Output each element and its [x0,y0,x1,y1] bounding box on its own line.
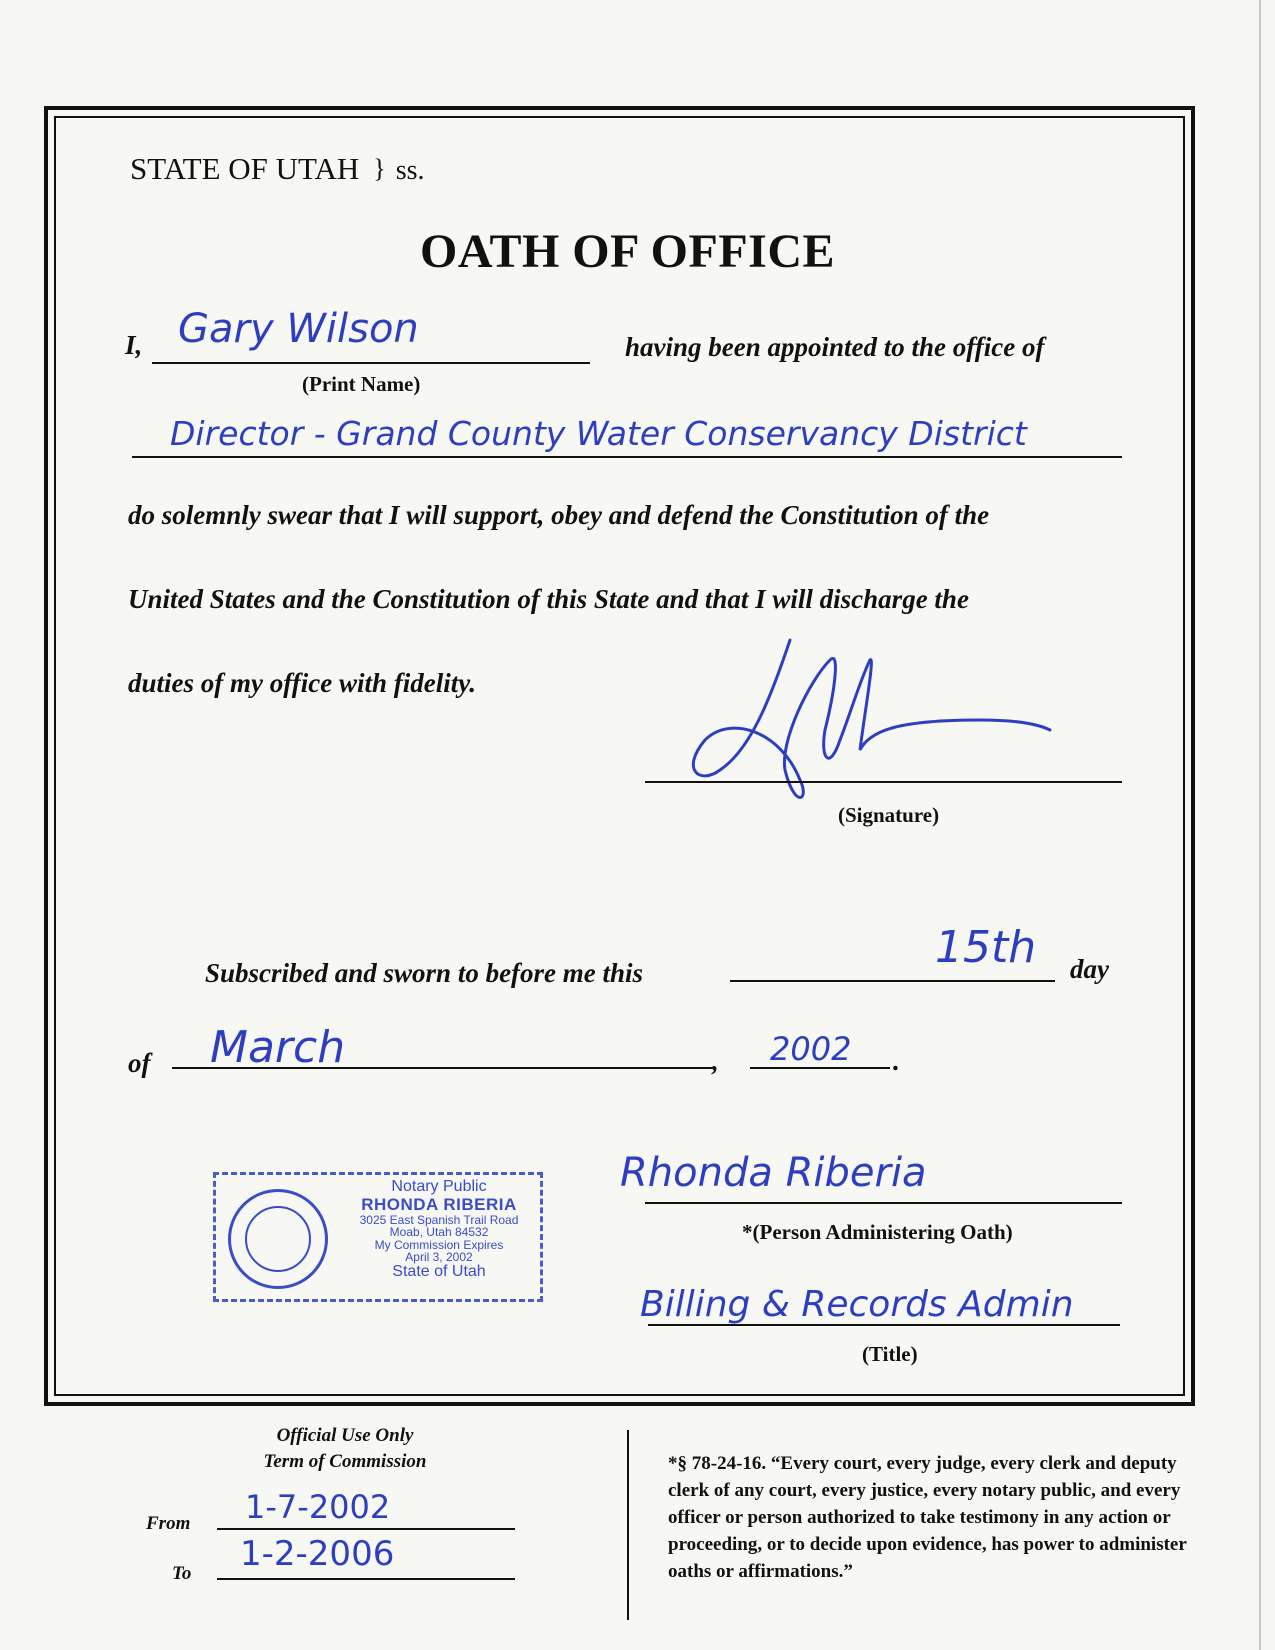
term-heading: Term of Commission [263,1451,427,1472]
state-ss: ss. [395,155,425,186]
state-seal-icon [228,1189,328,1289]
stamp-line-7: State of Utah [392,1263,486,1281]
stamp-text [334,1179,544,1281]
oath-line-3: duties of my office with fidelity. [128,668,476,698]
document-title: OATH OF OFFICE [420,225,835,278]
stamp-line-3: 3025 East Spanish Trail Road [359,1212,519,1227]
footer-divider [627,1430,629,1620]
to-label: To [172,1563,192,1584]
of-word: of [128,1048,151,1078]
handwritten-office: Director - Grand County Water Conservancy District [170,414,1027,453]
stamp-line-5: My Commission Expires [374,1237,504,1252]
day-line [730,980,1055,982]
page-edge [1259,0,1261,1650]
from-label: From [146,1513,191,1534]
handwritten-term-from: 1-7-2002 [245,1488,391,1526]
print-name-caption: (Print Name) [302,372,421,396]
name-line [152,362,590,364]
stamp-line-4: Moab, Utah 84532 [389,1225,489,1240]
oath-line-2: United States and the Constitution of this State and that I will discharge the [128,584,969,614]
appointed-text: having been appointed to the office of [625,332,1045,362]
subscribed-text: Subscribed and sworn to before me this [205,958,644,988]
period: . [893,1046,900,1076]
administrator-line [645,1202,1122,1204]
signature-line [645,781,1122,783]
handwritten-term-to: 1-2-2006 [240,1534,395,1574]
from-line [217,1528,515,1530]
office-line [132,456,1122,458]
statute-text: *§ 78-24-16. “Every court, every judge, every clerk and deputy clerk of any court, every justice, every notary public, and every officer or person authorized to take testimony in any action or proceeding, or to decide upon evidence, has power to administer oaths or affirmations.” [668,1453,1187,1582]
day-word: day [1070,954,1109,984]
notary-stamp [213,1172,543,1302]
state-heading [130,151,425,187]
handwritten-admin-title: Billing & Records Admin [640,1284,1074,1325]
handwritten-year: 2002 [770,1030,852,1068]
state-name: STATE OF UTAH [130,151,360,186]
oath-prefix: I, [125,330,143,360]
administrator-caption: *(Person Administering Oath) [742,1220,1013,1244]
stamp-line-1: Notary Public [391,1178,487,1195]
signature-caption: (Signature) [838,803,940,827]
oath-line-1: do solemnly swear that I will support, obey and defend the Constitution of the [128,500,990,530]
official-use-heading: Official Use Only [276,1425,414,1446]
comma: , [712,1046,719,1076]
to-line [217,1578,515,1580]
title-line [648,1324,1120,1326]
handwritten-day: 15th [935,922,1037,973]
handwritten-name: Gary Wilson [178,306,419,352]
state-brace: } [373,154,386,183]
stamp-line-6: April 3, 2002 [405,1250,473,1265]
oath-taker-signature [660,620,1130,820]
administrator-signature: Rhonda Riberia [620,1150,927,1196]
title-caption: (Title) [862,1342,918,1366]
stamp-line-2: RHONDA RIBERIA [361,1194,517,1214]
handwritten-month: March [210,1022,346,1073]
